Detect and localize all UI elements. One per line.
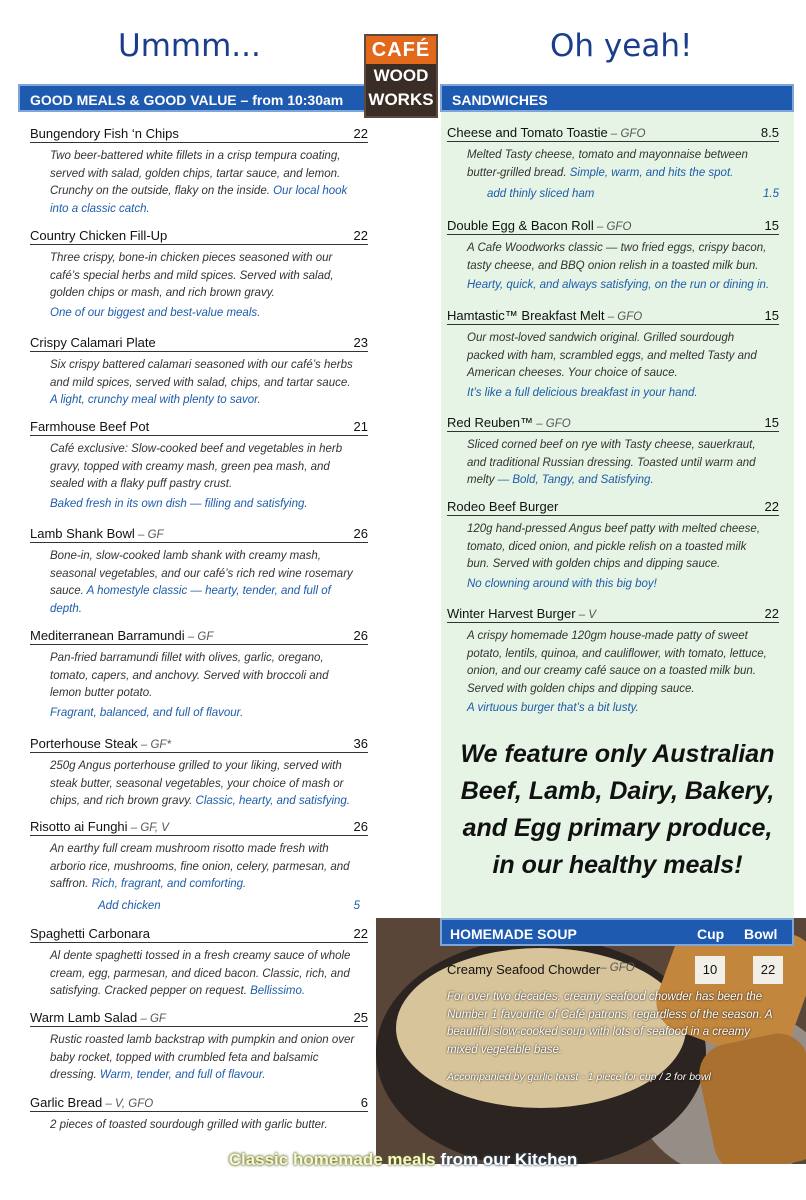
item-price: 22	[764, 606, 779, 621]
menu-item	[447, 308, 779, 399]
menu-item	[30, 126, 368, 218]
logo-line-1: CAFÉ	[366, 36, 436, 64]
item-price: 26	[353, 526, 368, 541]
item-price: 15	[764, 415, 779, 430]
item-price: 22	[353, 228, 368, 243]
logo-line-3: WORKS	[368, 90, 434, 109]
item-desc: A Cafe Woodworks classic — two fried eggs, crispy bacon, tasty cheese, and BBQ onion relish in a toasted milk bun.	[467, 242, 767, 272]
item-desc: Bone-in, slow-cooked lamb shank with creamy mash, seasonal vegetables, and our café’s rich red wine rosemary sauce.	[50, 550, 353, 597]
item-name: Garlic Bread	[30, 1095, 103, 1110]
item-extra: A virtuous burger that’s a bit lusty.	[467, 702, 639, 714]
menu-item	[30, 926, 368, 1001]
item-name: Bungendory Fish ‘n Chips	[30, 126, 179, 141]
item-desc: An earthy full cream mushroom risotto made fresh with arborio rice, mushrooms, fine onion, celery, parmesan, and saffron.	[50, 843, 350, 890]
item-desc: Pan-fried barramundi fillet with olives, garlic, oregano, tomato, capers, and anchovy. Served with broccoli and lemon butter potato.	[50, 652, 329, 699]
bowl-label: Bowl	[744, 926, 778, 942]
soup-title: HOMEMADE SOUP	[450, 926, 577, 942]
soup-accompaniment: Accompanied by garlic toast - 1 piece for cup / 2 for bowl	[447, 1071, 711, 1083]
item-diet: – GF	[184, 631, 214, 643]
item-name: Mediterranean Barramundi	[30, 628, 185, 643]
item-price: 25	[353, 1010, 368, 1025]
item-extra: One of our biggest and best-value meals.	[50, 306, 261, 319]
soup-name: Creamy Seafood Chowder	[447, 962, 601, 977]
item-diet: – GF	[134, 529, 164, 541]
item-highlight: Warm, tender, and full of flavour.	[99, 1069, 266, 1081]
cafe-logo	[364, 34, 438, 118]
footer-part-1: Classic homemade meals	[228, 1150, 441, 1169]
item-name: Warm Lamb Salad	[30, 1010, 138, 1025]
tagline-line-1: We feature only Australian	[460, 740, 775, 768]
addon-label: add thinly sliced ham	[487, 188, 595, 200]
item-diet: – GFO	[604, 311, 643, 323]
header-left-text: Ummm...	[118, 28, 261, 64]
menu-item	[30, 228, 368, 319]
soup-header	[440, 918, 794, 946]
soup-diet: – GFO	[600, 962, 635, 974]
item-desc: Our most-loved sandwich original. Grilled sourdough packed with ham, scrambled eggs, and melted Tasty and American cheeses. Your choice of sauce.	[467, 332, 757, 379]
item-diet: – V, GFO	[102, 1098, 154, 1110]
soup-desc: For over two decades, creamy seafood chowder has been the Number 1 favourite of Café patrons, regardless of the season. A beautiful slow-cooked soup with lots of seafood in a creamy mixed vegetable base.	[447, 991, 773, 1056]
item-price: 22	[353, 926, 368, 941]
item-highlight: Our local hook into a classic catch.	[50, 185, 348, 215]
item-diet: – GFO	[607, 128, 646, 140]
item-name: Rodeo Beef Burger	[447, 499, 559, 514]
menu-item	[30, 1095, 368, 1135]
item-name: Farmhouse Beef Pot	[30, 419, 150, 434]
item-price: 22	[353, 126, 368, 141]
addon-price: 1.5	[763, 188, 779, 200]
item-desc: Three crispy, bone-in chicken pieces seasoned with our café’s special herbs and mild spices. Served with salad, golden chips or mash, and rich brown gravy.	[50, 252, 334, 299]
item-diet: – GF	[137, 1013, 166, 1025]
menu-item	[30, 628, 368, 719]
item-price: 23	[353, 335, 368, 350]
footer-slogan	[0, 1150, 806, 1170]
item-extra: Baked fresh in its own dish — filling and satisfying.	[50, 497, 308, 510]
tagline-line-3: and Egg primary produce,	[462, 814, 773, 842]
item-desc: Six crispy battered calamari seasoned with our café’s herbs and mild spices, served with salad, chips, and tartar sauce.	[50, 359, 353, 389]
item-addon	[98, 900, 360, 912]
item-diet: – GFO	[593, 221, 632, 233]
addon-price: 5	[353, 899, 360, 912]
item-price: 15	[764, 308, 779, 323]
item-desc: Sliced corned beef on rye with Tasty cheese, sauerkraut, and traditional Russian dressing. Toasted until warm and melty	[467, 439, 756, 486]
item-price: 6	[360, 1095, 368, 1110]
item-name: Spaghetti Carbonara	[30, 926, 150, 941]
item-price: 21	[353, 419, 368, 434]
item-diet: – GF, V	[127, 822, 169, 834]
soup-item	[447, 962, 787, 1083]
item-name: Crispy Calamari Plate	[30, 335, 156, 350]
item-price: 36	[353, 736, 368, 751]
item-desc: Two beer-battered white fillets in a crisp tempura coating, served with salad, golden chips, tartar sauce, and lemon. Crunchy on the outside, flaky on the inside.	[50, 150, 341, 197]
menu-item	[30, 819, 368, 912]
section-title-meals: GOOD MEALS & GOOD VALUE – from 10:30am	[18, 84, 374, 112]
item-desc: Café exclusive: Slow-cooked beef and vegetables in herb gravy, topped with creamy mash, green pea mash, and sealed with a flaky puff pastry crust.	[50, 443, 343, 490]
item-desc: Al dente spaghetti tossed in a fresh creamy sauce of whole cream, egg, parmesan, and diced bacon. Classic, rich, and satisfying. Cracked pepper on request.	[50, 950, 351, 997]
menu-item	[30, 419, 368, 510]
item-name: Red Reuben™	[447, 415, 533, 430]
item-extra: No clowning around with this big boy!	[467, 577, 657, 590]
item-desc: A crispy homemade 120gm house-made patty of sweet potato, lentils, quinoa, and cauliflower, with tomato, lettuce, onion, and our creamy café sauce on a toasted milk bun. Served with golden chips and dipping sauce.	[467, 630, 767, 695]
item-name: Porterhouse Steak	[30, 736, 138, 751]
item-diet: – GFO	[533, 418, 571, 430]
menu-item	[30, 1010, 368, 1085]
item-desc: 120g hand-pressed Angus beef patty with melted cheese, tomato, diced onion, and pickle relish on a toasted milk bun. Served with golden chips and dipping sauce.	[467, 523, 761, 570]
item-highlight: Rich, fragrant, and comforting.	[91, 878, 247, 890]
section-title-sandwiches	[440, 84, 794, 112]
menu-item	[30, 736, 368, 811]
item-desc: 2 pieces of toasted sourdough grilled with garlic butter.	[50, 1119, 328, 1131]
item-extra: It’s like a full delicious breakfast in your hand.	[467, 386, 698, 399]
bowl-price: 22	[753, 956, 783, 984]
footer-part-2: from our Kitchen	[440, 1150, 578, 1169]
item-addon	[487, 188, 779, 200]
addon-label: Add chicken	[98, 899, 161, 912]
item-name: Double Egg & Bacon Roll	[447, 218, 594, 233]
item-highlight: Simple, warm, and hits the spot.	[569, 166, 734, 179]
item-price: 8.5	[760, 125, 779, 140]
item-highlight: Bellissimo.	[250, 985, 306, 997]
item-extra: Hearty, quick, and always satisfying, on the run or dining in.	[467, 279, 770, 291]
menu-item	[447, 499, 779, 590]
item-extra: Fragrant, balanced, and full of flavour.	[50, 706, 244, 719]
menu-item	[447, 125, 779, 200]
menu-item	[30, 526, 368, 618]
item-highlight: — Bold, Tangy, and Satisfying.	[497, 474, 654, 486]
item-price: 22	[764, 499, 779, 514]
cup-label: Cup	[697, 926, 725, 942]
item-name: Hamtastic™ Breakfast Melt	[447, 308, 605, 323]
item-desc: 250g Angus porterhouse grilled to your liking, served with steak butter, seasonal vegetables, your choice of mash or chips, and rich brown gravy.	[50, 760, 344, 807]
item-price: 26	[353, 819, 368, 834]
tagline-line-2: Beef, Lamb, Dairy, Bakery,	[460, 777, 775, 805]
item-name: Cheese and Tomato Toastie	[447, 125, 608, 140]
item-diet: – V	[575, 609, 597, 621]
item-price: 15	[764, 218, 779, 233]
produce-tagline	[441, 736, 794, 884]
item-highlight: A light, crunchy meal with plenty to savor.	[50, 394, 261, 406]
item-name: Country Chicken Fill-Up	[30, 228, 168, 243]
tagline-line-4: in our healthy meals!	[492, 851, 743, 879]
item-diet: – GF*	[137, 739, 171, 751]
item-name: Winter Harvest Burger	[447, 606, 576, 621]
logo-line-2: WOOD	[373, 66, 429, 85]
menu-item	[30, 335, 368, 410]
item-name: Lamb Shank Bowl	[30, 526, 135, 541]
header-right-text: Oh yeah!	[550, 28, 693, 64]
item-name: Risotto ai Funghi	[30, 819, 128, 834]
menu-item	[447, 415, 779, 490]
item-price: 26	[353, 628, 368, 643]
cup-price: 10	[695, 956, 725, 984]
item-desc: Rustic roasted lamb backstrap with pumpkin and onion over baby rocket, topped with crumbled feta and balsamic dressing.	[50, 1034, 355, 1081]
menu-item	[447, 606, 779, 714]
sandwiches-title-text: SANDWICHES	[452, 92, 548, 108]
item-desc: Melted Tasty cheese, tomato and mayonnaise between butter-grilled bread.	[467, 149, 748, 179]
item-highlight: Classic, hearty, and satisfying.	[195, 795, 350, 807]
menu-item	[447, 218, 779, 291]
item-highlight: A homestyle classic — hearty, tender, and full of depth.	[50, 585, 331, 615]
